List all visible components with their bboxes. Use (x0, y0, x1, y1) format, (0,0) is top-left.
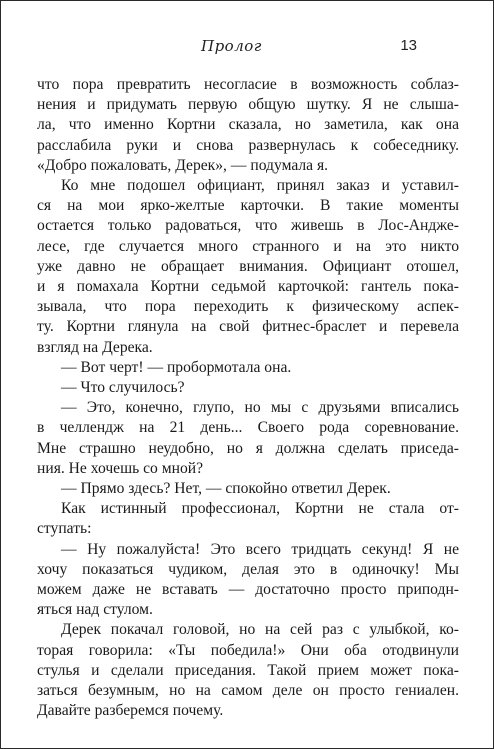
text-line: нения и придумать первую общую шутку. Я не слыша- (37, 96, 459, 114)
text-line: — Вот черт! — пробормотала она. (61, 358, 292, 376)
text-line: ступать: (37, 520, 92, 538)
text-line: яться над стулом. (37, 601, 153, 619)
text-line: остается только радоваться, что живешь в Лос-Андже- (37, 217, 459, 235)
text-line: ния. Не хочешь со мной? (37, 459, 204, 477)
text-line: — Что случилось? (61, 379, 185, 397)
text-line: ту. Кортни глянула на свой фитнес-браслет и перевела (37, 318, 459, 336)
text-line: Дерек покачал головой, но на сей раз с улыбкой, ко- (61, 621, 459, 639)
text-line: — Это, конечно, глупо, но мы с друзьями вписались (61, 399, 459, 417)
text-line: заться безумным, но на самом деле он просто гениален. (37, 682, 459, 700)
text-line: и я помахала Кортни седьмой карточкой: гантель пока- (37, 278, 459, 296)
text-line: «Добро пожаловать, Дерек», — подумала я. (37, 156, 329, 174)
text-line: лесе, где случается много странного и на это никто (37, 237, 459, 255)
text-line: Мне страшно неудобно, но я должна сделать приседа- (37, 439, 459, 457)
running-title: Пролог (201, 37, 262, 55)
text-line: стулья и сделали приседания. Такой прием может пока- (37, 661, 459, 679)
text-line: можем даже не вставать — достаточно просто приподн- (37, 581, 459, 599)
text-line: торая говорила: «Ты победила!» Они оба отодвинули (37, 641, 459, 659)
text-line: хочу показаться чудиком, делая это в одиночку! Мы (37, 560, 459, 578)
text-line: что пора превратить несогласие в возможность соблаз- (37, 76, 459, 93)
text-line: — Ну пожалуйста! Это всего тридцать секунд! Я не (61, 540, 459, 558)
text-line: — Прямо здесь? Нет, — спокойно ответил Дерек. (61, 480, 391, 498)
page-header (1, 37, 493, 61)
text-line: в челлендж на 21 день... Своего рода соревнование. (37, 419, 459, 437)
body-text (37, 75, 459, 722)
text-line: Как истинный профессионал, Кортни не стала от- (61, 500, 459, 518)
text-line: ся на мои ярко-желтые карточки. В такие моменты (37, 197, 459, 215)
text-line: Ко мне подошел официант, принял заказ и уставил- (61, 177, 459, 195)
text-line: ла, что именно Кортни сказала, но заметила, как она (37, 116, 459, 134)
text-line: Давайте разберемся почему. (37, 702, 224, 720)
text-line: расслабила руки и снова развернулась к собеседнику. (37, 136, 459, 154)
text-line: взгляд на Дерека. (37, 338, 153, 356)
text-line: зывала, что пора переходить к физическому аспек- (37, 298, 459, 316)
page-number: 13 (400, 37, 417, 54)
text-line: уже давно не обращает внимания. Официант отошел, (37, 257, 459, 275)
